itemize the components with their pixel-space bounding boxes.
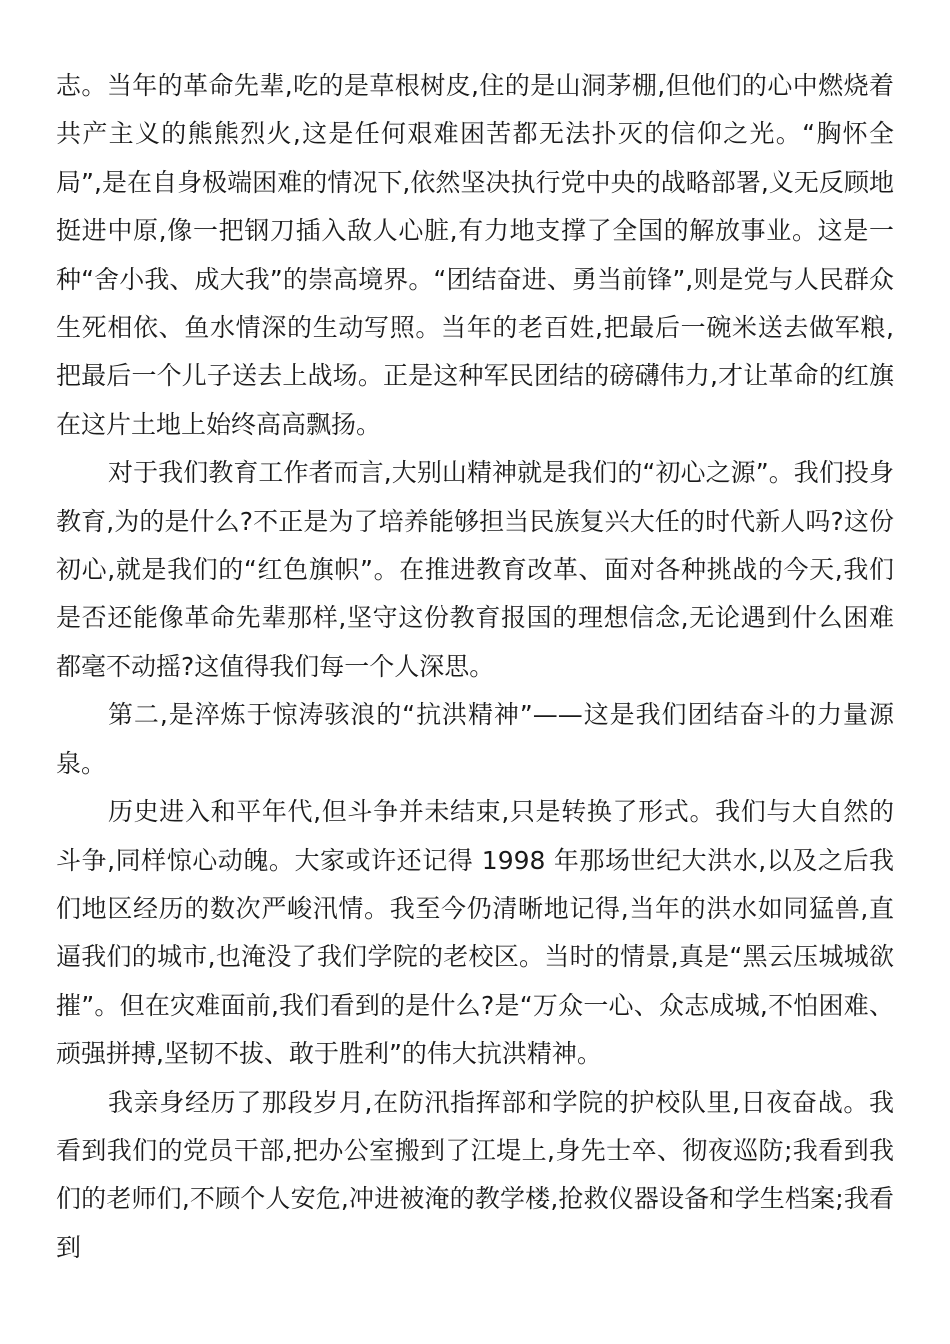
paragraph-personal-experience: 我亲身经历了那段岁月,在防汛指挥部和学院的护校队里,日夜奋战。我看到我们的党员干部,把办公室搬到了江堤上,身先士卒、彻夜巡防;我看到我们的老师们,不顾个人安危,冲进被淹的教学楼,抢救仪器设备和学生档案;我看到 (56, 1087, 894, 1262)
paragraph-section-heading: 第二,是淬炼于惊涛骇浪的“抗洪精神”——这是我们团结奋斗的力量源泉。 (56, 700, 894, 778)
paragraph-original-aspiration: 对于我们教育工作者而言,大别山精神就是我们的“初心之源”。我们投身教育,为的是什么?不正是为了培养能够担当民族复兴大任的时代新人吗?这份初心,就是我们的“红色旗帜”。在推进教育改革、面对各种挑战的今天,我们是否还能像革命先辈那样,坚守这份教育报国的理想信念,无论遇到什么困难都毫不动摇?这值得我们每一个人深思。 (56, 458, 894, 681)
paragraph-continuation: 志。当年的革命先辈,吃的是草根树皮,住的是山洞茅棚,但他们的心中燃烧着共产主义的熊熊烈火,这是任何艰难困苦都无法扑灭的信仰之光。“胸怀全局”,是在自身极端困难的情况下,依然坚决执行党中央的战略部署,义无反顾地挺进中原,像一把钢刀插入敌人心脏,有力地支撑了全国的解放事业。这是一种“舍小我、成大我”的崇高境界。“团结奋进、勇当前锋”,则是党与人民群众生死相依、鱼水情深的生动写照。当年的老百姓,把最后一碗米送去做军粮,把最后一个儿子送去上战场。正是这种军民团结的磅礴伟力,才让革命的红旗在这片土地上始终高高飘扬。 (56, 71, 894, 439)
document-page (56, 62, 894, 1272)
paragraph-flood-history: 历史进入和平年代,但斗争并未结束,只是转换了形式。我们与大自然的斗争,同样惊心动魄。大家或许还记得 1998 年那场世纪大洪水,以及之后我们地区经历的数次严峻汛情。我至今仍清晰地记得,当年的洪水如同猛兽,直逼我们的城市,也淹没了我们学院的老校区。当时的情景,真是“黑云压城城欲摧”。但在灾难面前,我们看到的是什么?是“万众一心、众志成城,不怕困难、顽强拼搏,坚韧不拔、敢于胜利”的伟大抗洪精神。 (56, 797, 894, 1069)
